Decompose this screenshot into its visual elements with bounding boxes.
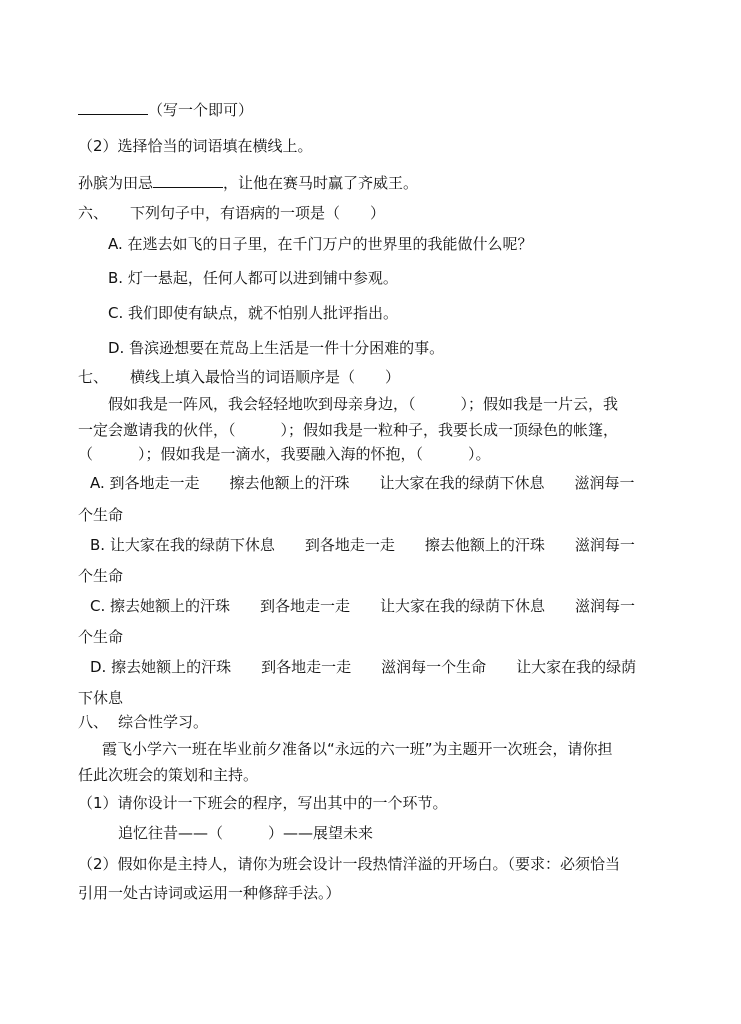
fill-in-sentence: 孙膑为田忌 ，让他在赛马时赢了齐威王。 (78, 171, 418, 194)
section-number: 七、 (78, 368, 109, 386)
section-number: 八、 (78, 713, 109, 731)
option-b: B. 灯一悬起，任何人都可以进到铺中参观。 (108, 269, 398, 287)
question-2-requirement: 引用一处古诗词或运用一种修辞手法。） (78, 884, 341, 902)
option-d: D. 擦去她额上的汗珠 到各地走一走 滋润每一个生命 让大家在我的绿荫 (90, 658, 637, 676)
option-d: D. 鲁滨逊想要在荒岛上生活是一件十分困难的事。 (108, 339, 445, 357)
passage-line: （ ）；假如我是一滴水，我要融入海的怀抱，（ ）。 (78, 445, 491, 463)
instruction-note: （写一个即可） (148, 101, 254, 119)
option-b: B. 让大家在我的绿荫下休息 到各地走一走 擦去他额上的汗珠 滋润每一 (90, 536, 635, 554)
section-7-heading (78, 366, 400, 388)
section-8-heading (78, 711, 208, 733)
question-1-prompt: （1）请你设计一下班会的程序，写出其中的一个环节。 (78, 794, 448, 812)
passage-line: 任此次班会的策划和主持。 (78, 766, 259, 784)
section-6-heading (78, 202, 385, 224)
option-c: C. 我们即使有缺点，就不怕别人批评指出。 (108, 304, 399, 322)
option-b-continuation: 个生命 (78, 567, 124, 585)
option-a-continuation: 个生命 (78, 506, 124, 524)
passage-line: 霞飞小学六一班在毕业前夕准备以“永远的六一班”为主题开一次班会，请你担 (102, 740, 613, 758)
option-c-continuation: 个生命 (78, 628, 124, 646)
program-outline: 追忆往昔——（ ）——展望未来 (118, 824, 374, 842)
passage-line: 假如我是一阵风，我会轻轻地吹到母亲身边，（ ）；假如我是一片云，我 (108, 395, 619, 413)
question-2-prompt: （2）选择恰当的词语填在横线上。 (78, 137, 313, 155)
option-c: C. 擦去她额上的汗珠 到各地走一走 让大家在我的绿荫下休息 滋润每一 (90, 597, 636, 615)
option-d-continuation: 下休息 (78, 689, 124, 707)
option-a: A. 到各地走一走 擦去他额上的汗珠 让大家在我的绿荫下休息 滋润每一 (90, 474, 635, 492)
blank-underline[interactable] (153, 171, 223, 188)
section-title: 综合性学习。 (118, 713, 209, 731)
answer-line-1 (78, 98, 253, 121)
question-2-prompt: （2）假如你是主持人，请你为班会设计一段热情洋溢的开场白。（要求：必须恰当 (78, 855, 621, 873)
passage-line: 一定会邀请我的伙伴，（ ）；假如我是一粒种子，我要长成一顶绿色的帐篷， (78, 421, 619, 439)
section-number: 六、 (78, 204, 109, 222)
option-a: A. 在逃去如飞的日子里，在千门万户的世界里的我能做什么呢？ (108, 235, 533, 253)
section-title: 横线上填入最恰当的词语顺序是（ ） (130, 368, 401, 386)
section-title: 下列句子中，有语病的一项是（ ） (130, 204, 386, 222)
blank-underline[interactable] (78, 98, 148, 115)
